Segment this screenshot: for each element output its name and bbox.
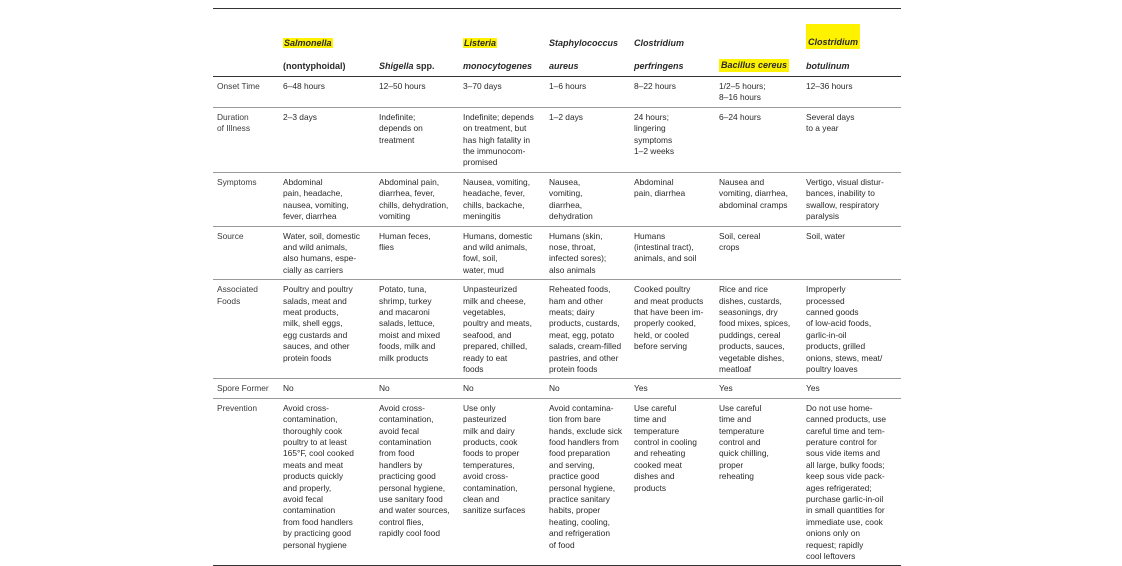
table-cell: No <box>545 379 630 398</box>
header-clostridium-perfringens <box>630 9 715 77</box>
pathogen-species: perfringens <box>634 60 684 71</box>
row-duration-of-illness <box>213 107 901 172</box>
table-cell: Humans (intestinal tract), animals, and soil <box>630 226 715 280</box>
table-cell: 6–24 hours <box>715 107 802 172</box>
pathogen-name: Clostridium <box>634 37 685 48</box>
table-cell: Humans (skin, nose, throat, infected sores); also animals <box>545 226 630 280</box>
row-label: Symptoms <box>213 172 279 226</box>
table-cell: Do not use home- canned products, use careful time and tem- perature control for sous vide items and all large, bulky foods; keep sous vide pack- ages refrigerated; purchase garlic-in-oil in small quantities for immediate use, cook onions only on request; rapidly cool leftovers <box>802 398 901 566</box>
header-clostridium-botulinum <box>802 9 901 77</box>
row-label: Associated Foods <box>213 280 279 379</box>
pathogen-name: Staphylococcus <box>549 37 619 48</box>
table-cell: 12–50 hours <box>375 77 459 108</box>
table-cell: Avoid cross- contamination, thoroughly cook poultry to at least 165°F, cool cooked meats and meat products quickly and properly, avoid fecal contamination from food handlers by practicing good personal hygiene <box>279 398 375 566</box>
row-symptoms <box>213 172 901 226</box>
pathogen-name: Bacillus cereus <box>721 60 788 71</box>
table-cell: Nausea and vomiting, diarrhea, abdominal cramps <box>715 172 802 226</box>
row-onset-time <box>213 77 901 108</box>
table-cell: Nausea, vomiting, diarrhea, dehydration <box>545 172 630 226</box>
table-cell: Soil, cereal crops <box>715 226 802 280</box>
table-cell: Abdominal pain, diarrhea <box>630 172 715 226</box>
table-cell: Indefinite; depends on treatment <box>375 107 459 172</box>
table-cell: No <box>375 379 459 398</box>
table-cell: Abdominal pain, diarrhea, fever, chills, dehydration, vomiting <box>375 172 459 226</box>
table-cell: No <box>279 379 375 398</box>
row-spore-former <box>213 379 901 398</box>
table-cell: Humans, domestic and wild animals, fowl, soil, water, mud <box>459 226 545 280</box>
row-label: Duration of Illness <box>213 107 279 172</box>
pathogen-qualifier: (nontyphoidal) <box>283 60 346 71</box>
table-cell: Reheated foods, ham and other meats; dairy products, custards, meat, egg, potato salads, cream-filled pastries, and other protein foods <box>545 280 630 379</box>
table-cell: Yes <box>630 379 715 398</box>
pathogen-species: botulinum <box>806 60 850 71</box>
table-cell: Potato, tuna, shrimp, turkey and macaroni salads, lettuce, moist and mixed foods, milk and milk products <box>375 280 459 379</box>
table-cell: 3–70 days <box>459 77 545 108</box>
table-cell: 1–2 days <box>545 107 630 172</box>
row-label: Spore Former <box>213 379 279 398</box>
table-cell: 1/2–5 hours; 8–16 hours <box>715 77 802 108</box>
pathogen-name: Shigella <box>379 60 414 71</box>
pathogen-suffix: spp. <box>413 60 435 71</box>
table-cell: Human feces, flies <box>375 226 459 280</box>
table-cell: Use only pasteurized milk and dairy products, cook foods to proper temperatures, avoid cross- contamination, clean and sanitize surfaces <box>459 398 545 566</box>
pathogen-species: monocytogenes <box>463 60 533 71</box>
table-cell: Cooked poultry and meat products that have been im- properly cooked, held, or cooled before serving <box>630 280 715 379</box>
pathogen-species: aureus <box>549 60 579 71</box>
table-cell: 12–36 hours <box>802 77 901 108</box>
table-cell: 8–22 hours <box>630 77 715 108</box>
header-listeria <box>459 9 545 77</box>
table-cell: No <box>459 379 545 398</box>
row-source <box>213 226 901 280</box>
table-cell: Yes <box>802 379 901 398</box>
pathogen-name: Clostridium <box>808 36 859 47</box>
table-cell: Avoid cross- contamination, avoid fecal contamination from food handlers by practicing good personal hygiene, use sanitary food and water sources, control flies, rapidly cool food <box>375 398 459 566</box>
table-cell: 24 hours; lingering symptoms 1–2 weeks <box>630 107 715 172</box>
header-corner <box>213 9 279 77</box>
table-cell: Yes <box>715 379 802 398</box>
row-associated-foods <box>213 280 901 379</box>
table-cell: 6–48 hours <box>279 77 375 108</box>
table-cell: Rice and rice dishes, custards, seasonings, dry food mixes, spices, puddings, cereal products, sauces, vegetable dishes, meatloaf <box>715 280 802 379</box>
header-row <box>213 9 901 77</box>
table-cell: Nausea, vomiting, headache, fever, chills, backache, meningitis <box>459 172 545 226</box>
pathogen-name: Salmonella <box>284 37 332 48</box>
row-label: Onset Time <box>213 77 279 108</box>
table-cell: Use careful time and temperature control and quick chilling, proper reheating <box>715 398 802 566</box>
table-cell: Unpasteurized milk and cheese, vegetables, poultry and meats, seafood, and prepared, chilled, ready to eat foods <box>459 280 545 379</box>
pathogen-comparison-page <box>213 8 901 566</box>
pathogen-comparison-table <box>213 8 901 566</box>
table-cell: 1–6 hours <box>545 77 630 108</box>
table-cell: Vertigo, visual distur- bances, inability to swallow, respiratory paralysis <box>802 172 901 226</box>
table-cell: Poultry and poultry salads, meat and meat products, milk, shell eggs, egg custards and sauces, and other protein foods <box>279 280 375 379</box>
row-prevention <box>213 398 901 566</box>
table-cell: Soil, water <box>802 226 901 280</box>
row-label: Prevention <box>213 398 279 566</box>
table-cell: Use careful time and temperature control in cooling and reheating cooked meat dishes and products <box>630 398 715 566</box>
header-bacillus-cereus <box>715 9 802 77</box>
header-salmonella <box>279 9 375 77</box>
highlight-block <box>806 24 860 49</box>
table-cell: Abdominal pain, headache, nausea, vomiting, fever, diarrhea <box>279 172 375 226</box>
table-cell: Several days to a year <box>802 107 901 172</box>
table-cell: Water, soil, domestic and wild animals, also humans, espe- cially as carriers <box>279 226 375 280</box>
table-cell: Indefinite; depends on treatment, but has high fatality in the immunocom- promised <box>459 107 545 172</box>
header-shigella <box>375 9 459 77</box>
table-cell: 2–3 days <box>279 107 375 172</box>
table-cell: Improperly processed canned goods of low-acid foods, garlic-in-oil products, grilled onions, stews, meat/ poultry loaves <box>802 280 901 379</box>
table-cell: Avoid contamina- tion from bare hands, exclude sick food handlers from food preparation and serving, practice good personal hygiene, practice sanitary habits, proper heating, cooling, and refrigeration of food <box>545 398 630 566</box>
header-staphylococcus <box>545 9 630 77</box>
row-label: Source <box>213 226 279 280</box>
pathogen-name: Listeria <box>464 37 497 48</box>
